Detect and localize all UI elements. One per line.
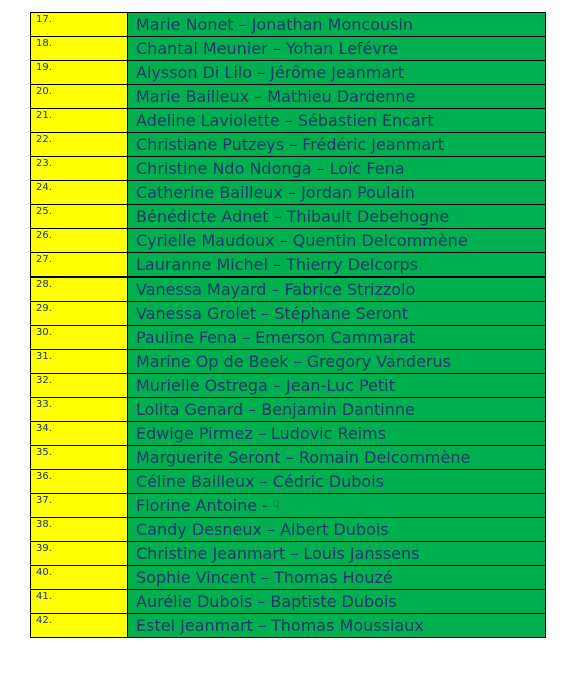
row-number: 29. [31,302,128,326]
row-number: 42. [31,614,128,638]
table-row [31,205,546,229]
row-number: 18. [31,37,128,61]
table-row [31,181,546,205]
table-row [31,614,546,638]
pair-names: Christiane Putzeys – Frédéric Jeanmart [128,133,546,157]
pair-names: Edwige Pirmez – Ludovic Reims [128,422,546,446]
pair-names: Marine Op de Beek – Gregory Vanderus [128,350,546,374]
table-row [31,566,546,590]
row-number: 22. [31,133,128,157]
table-row [31,109,546,133]
pair-names: Marie Bailleux – Mathieu Dardenne [128,85,546,109]
pair-names: Alysson Di Lilo – Jérôme Jeanmart [128,61,546,85]
table-row [31,61,546,85]
table-row [31,13,546,37]
pair-names: Christine Jeanmart – Louis Janssens [128,542,546,566]
pair-names: Lolita Genard – Benjamin Dantinne [128,398,546,422]
row-number: 30. [31,326,128,350]
table-row [31,302,546,326]
pair-names: Candy Desneux – Albert Dubois [128,518,546,542]
table-row [31,326,546,350]
table-row [31,542,546,566]
table-row [31,374,546,398]
row-number: 40. [31,566,128,590]
pair-names: Catherine Bailleux – Jordan Poulain [128,181,546,205]
pair-names: Florine Antoine - [136,496,268,515]
row-number: 28. [31,277,128,302]
row-number: 19. [31,61,128,85]
pair-names: Lauranne Michel – Thierry Delcorps [128,253,546,278]
row-number: 20. [31,85,128,109]
table-row [31,253,546,278]
pair-names-cell [128,494,546,518]
pair-names: Marie Nonet – Jonathan Moncousin [128,13,546,37]
pair-names: Murielle Ostrega – Jean-Luc Petit [128,374,546,398]
row-number: 38. [31,518,128,542]
pair-names: Vanessa Grolet – Stéphane Seront [128,302,546,326]
row-number: 31. [31,350,128,374]
pair-names: Sophie Vincent – Thomas Houzé [128,566,546,590]
table-row [31,85,546,109]
pointer-hand-icon: ☟ [271,499,280,514]
row-number: 37. [31,494,128,518]
pair-names: Estel Jeanmart – Thomas Moussiaux [128,614,546,638]
row-number: 21. [31,109,128,133]
table-row [31,37,546,61]
row-number: 17. [31,13,128,37]
row-number: 23. [31,157,128,181]
row-number: 27. [31,253,128,278]
pair-names: Bénédicte Adnet – Thibault Debehogne [128,205,546,229]
pairs-table [30,12,546,638]
row-number: 41. [31,590,128,614]
table-row [31,470,546,494]
table-row [31,229,546,253]
row-number: 24. [31,181,128,205]
row-number: 25. [31,205,128,229]
table-row [31,518,546,542]
pair-names: Aurélie Dubois – Baptiste Dubois [128,590,546,614]
pairs-table-body [31,13,546,638]
row-number: 39. [31,542,128,566]
pair-names: Adeline Laviolette – Sébastien Encart [128,109,546,133]
pair-names: Céline Bailleux – Cédric Dubois [128,470,546,494]
pair-names: Chantal Meunier – Yohan Lefévre [128,37,546,61]
table-row [31,157,546,181]
table-row [31,133,546,157]
table-row [31,422,546,446]
pair-names: Pauline Fena – Emerson Cammarat [128,326,546,350]
row-number: 35. [31,446,128,470]
table-row [31,590,546,614]
row-number: 36. [31,470,128,494]
row-number: 26. [31,229,128,253]
table-row [31,494,546,518]
row-number: 34. [31,422,128,446]
table-row [31,350,546,374]
table-row [31,277,546,302]
pair-names-cell [128,277,546,302]
table-row [31,446,546,470]
pair-names: Cyrielle Maudoux – Quentin Delcommène [128,229,546,253]
pair-names: Vanessa Mayard – Fabrice Strizzolo [136,280,416,299]
pair-names: Marguerite Seront – Romain Delcommène [128,446,546,470]
pair-names: Christine Ndo Ndonga – Loïc Fena [128,157,546,181]
table-row [31,398,546,422]
row-number: 32. [31,374,128,398]
row-number: 33. [31,398,128,422]
